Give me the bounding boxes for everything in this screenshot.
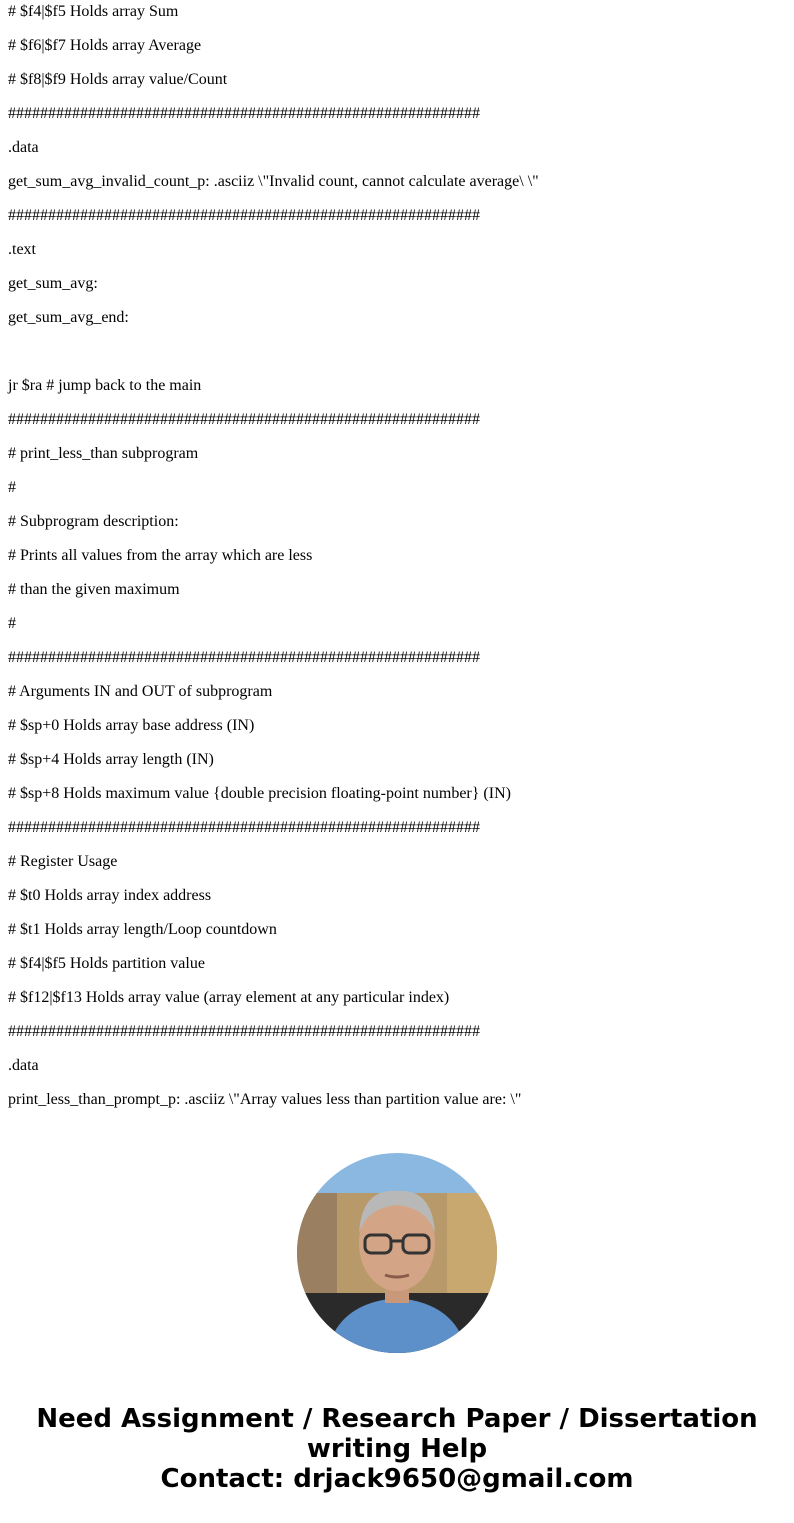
code-line: .data — [8, 139, 39, 156]
contact-banner — [0, 1404, 794, 1494]
code-line: # — [8, 479, 16, 496]
banner-contact-email: Contact: drjack9650@gmail.com — [160, 1464, 634, 1494]
code-line: # — [8, 615, 16, 632]
code-listing — [8, 0, 539, 1117]
code-line: # Subprogram description: — [8, 513, 179, 530]
code-line: # $sp+8 Holds maximum value {double precision floating-point number} (IN) — [8, 785, 511, 802]
code-line: # Prints all values from the array which are less — [8, 547, 313, 564]
code-line: ########################################################### — [8, 649, 480, 666]
code-line — [8, 335, 539, 369]
portrait-image — [297, 1153, 497, 1353]
code-line: # $f4|$f5 Holds array Sum — [8, 3, 179, 20]
code-line: ########################################################### — [8, 1023, 480, 1040]
banner-line-2: writing Help — [306, 1434, 488, 1464]
code-line: jr $ra # jump back to the main — [8, 377, 202, 394]
code-line: # $t0 Holds array index address — [8, 887, 212, 904]
code-line: # than the given maximum — [8, 581, 180, 598]
code-line: get_sum_avg_invalid_count_p: .asciiz \"Invalid count, cannot calculate average\ \" — [8, 173, 539, 190]
code-line: # $sp+4 Holds array length (IN) — [8, 751, 214, 768]
avatar — [297, 1153, 497, 1353]
code-line: ########################################################### — [8, 207, 480, 224]
code-line: ########################################################### — [8, 105, 480, 122]
code-line: # Arguments IN and OUT of subprogram — [8, 683, 273, 700]
code-line: ########################################################### — [8, 411, 480, 428]
code-line: .text — [8, 241, 36, 258]
code-line: # $f6|$f7 Holds array Average — [8, 37, 202, 54]
code-line: .data — [8, 1057, 39, 1074]
code-line: ########################################################### — [8, 819, 480, 836]
code-line: print_less_than_prompt_p: .asciiz \"Array values less than partition value are: \" — [8, 1091, 522, 1108]
banner-line-1: Need Assignment / Research Paper / Dissertation — [36, 1404, 758, 1434]
code-line: # $f12|$f13 Holds array value (array element at any particular index) — [8, 989, 450, 1006]
code-line: get_sum_avg_end: — [8, 309, 129, 326]
code-line: # $f8|$f9 Holds array value/Count — [8, 71, 228, 88]
code-line: # print_less_than subprogram — [8, 445, 199, 462]
code-line: # $sp+0 Holds array base address (IN) — [8, 717, 255, 734]
code-line: # Register Usage — [8, 853, 118, 870]
code-line: # $f4|$f5 Holds partition value — [8, 955, 205, 972]
code-line: # $t1 Holds array length/Loop countdown — [8, 921, 277, 938]
code-line: get_sum_avg: — [8, 275, 98, 292]
